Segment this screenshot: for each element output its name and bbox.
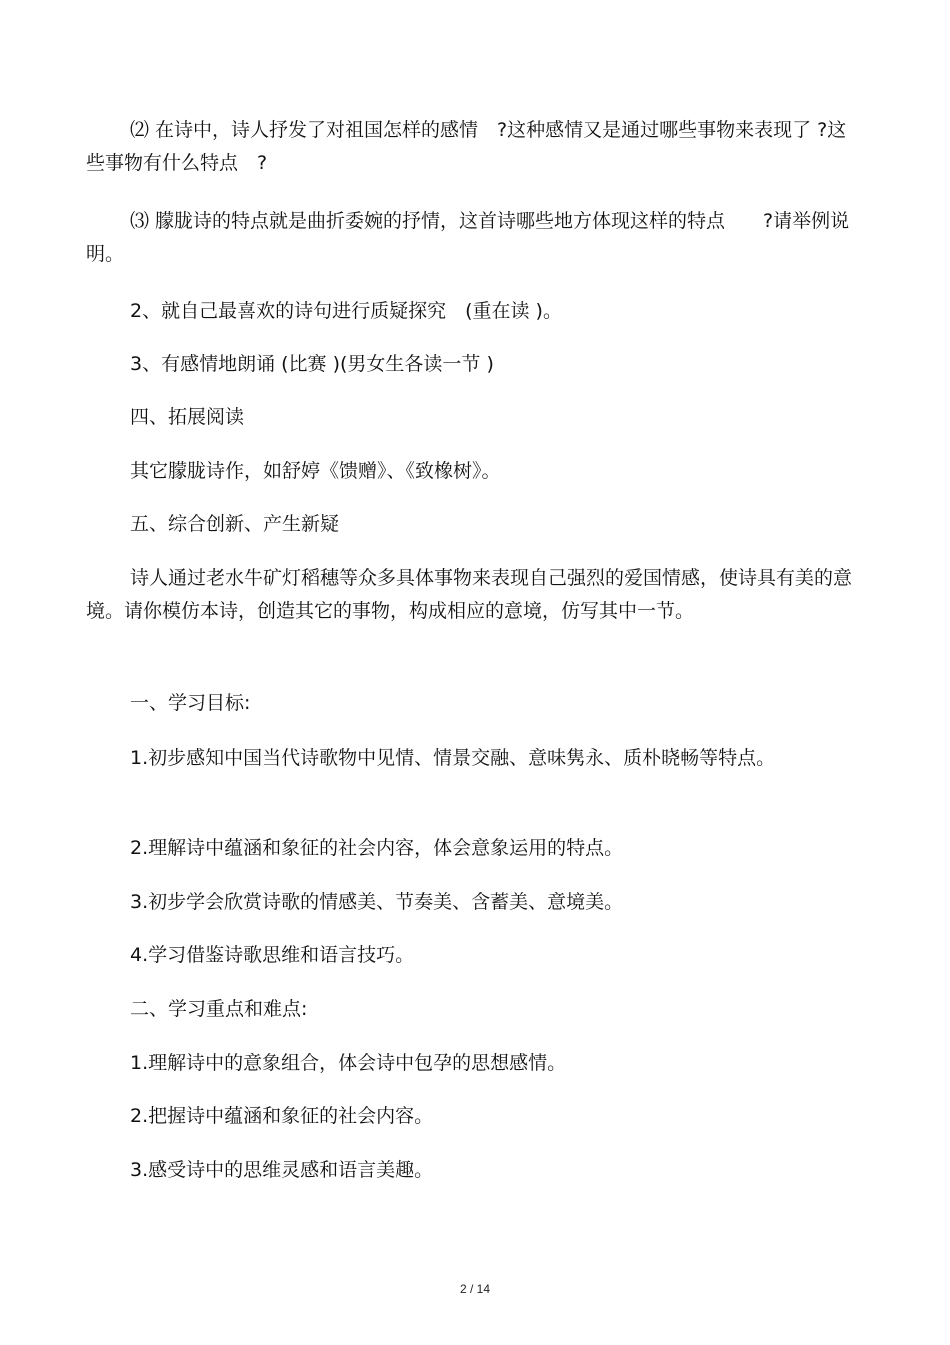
goal-4-paragraph: 4.学习借鉴诗歌思维和语言技巧。	[130, 944, 415, 966]
item-3-paragraph: 3、有感情地朗诵 (比赛 )(男女生各读一节 )	[130, 353, 494, 375]
extended-reading-paragraph: 其它朦胧诗作，如舒婷《馈赠》、《致橡树》。	[130, 460, 501, 482]
goal-2-paragraph: 2.理解诗中蕴涵和象征的社会内容，体会意象运用的特点。	[130, 837, 624, 859]
question-2-paragraph: ⑵ 在诗中，诗人抒发了对祖国怎样的感情 ?这种感情又是通过哪些事物来表现了 ?这些事物有什么特点 ?	[86, 119, 847, 174]
key-points-heading: 二、学习重点和难点:	[130, 998, 308, 1020]
question-3-paragraph: ⑶ 朦胧诗的特点就是曲折委婉的抒情，这首诗哪些地方体现这样的特点 ?请举例说明。	[86, 210, 850, 265]
section-4-heading: 四、拓展阅读	[130, 406, 245, 428]
goal-3-paragraph: 3.初步学会欣赏诗歌的情感美、节奏美、含蓄美、意境美。	[130, 891, 624, 913]
key-point-2-paragraph: 2.把握诗中蕴涵和象征的社会内容。	[130, 1105, 434, 1127]
goal-1-paragraph: 1.初步感知中国当代诗歌物中见情、情景交融、意味隽永、质朴晓畅等特点。	[130, 747, 776, 769]
learning-goals-heading: 一、学习目标:	[130, 692, 251, 714]
creative-writing-paragraph: 诗人通过老水牛矿灯稻穗等众多具体事物来表现自己强烈的爱国情感，使诗具有美的意境。请你模仿本诗，创造其它的事物，构成相应的意境，仿写其中一节。	[86, 567, 853, 622]
item-2-paragraph: 2、就自己最喜欢的诗句进行质疑探究 (重在读 )。	[130, 300, 562, 322]
page-number: 2 / 14	[459, 1282, 491, 1296]
key-point-1-paragraph: 1.理解诗中的意象组合，体会诗中包孕的思想感情。	[130, 1052, 567, 1074]
key-point-3-paragraph: 3.感受诗中的思维灵感和语言美趣。	[130, 1159, 434, 1181]
section-5-heading: 五、综合创新、产生新疑	[130, 513, 340, 535]
